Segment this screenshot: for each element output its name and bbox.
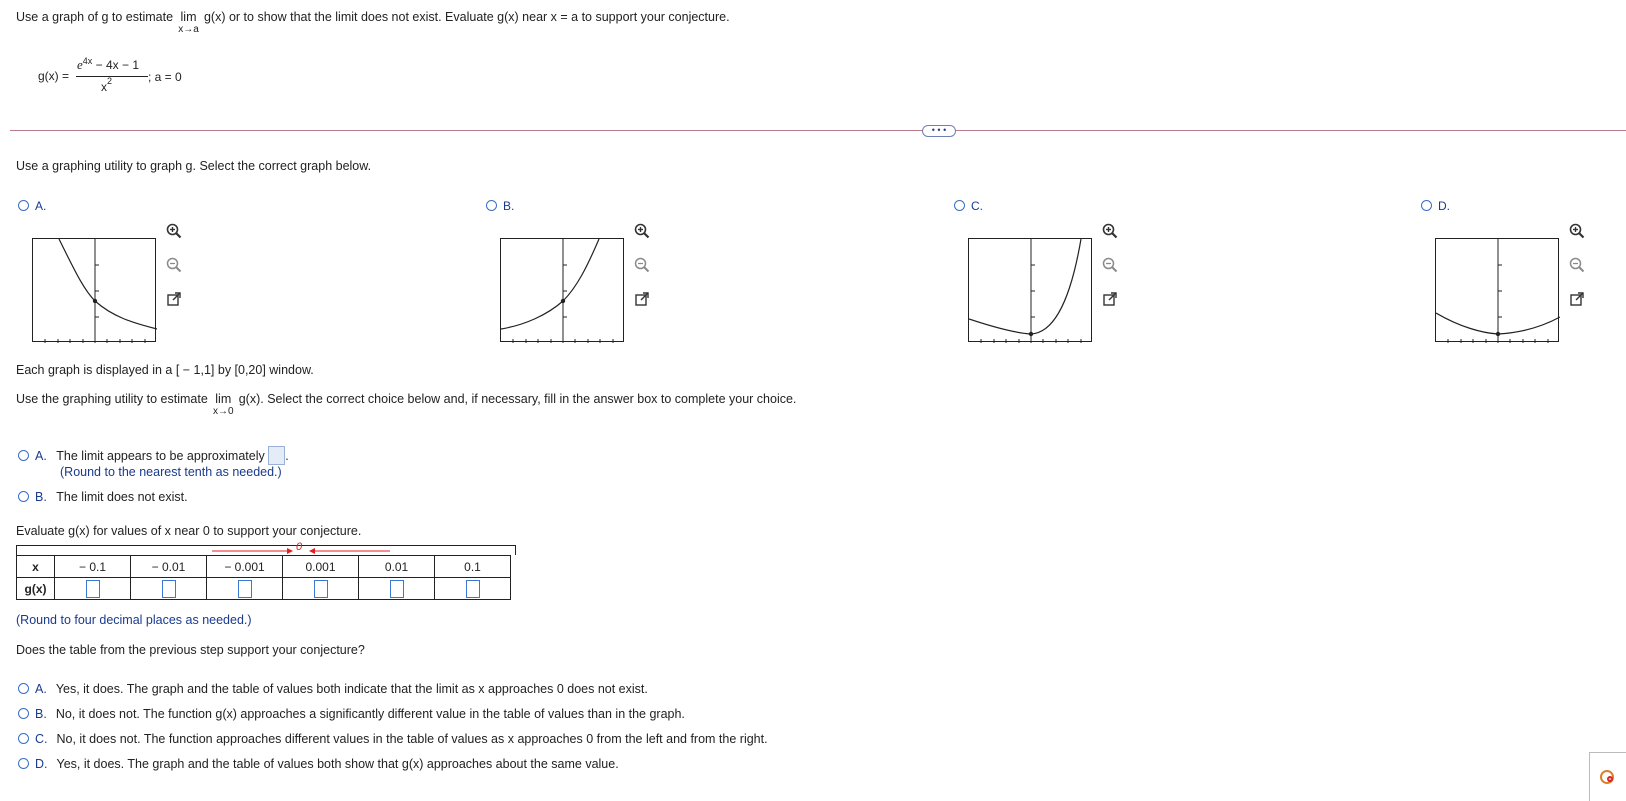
gx-input[interactable]	[390, 580, 404, 598]
problem-statement	[16, 10, 730, 35]
x-header: x	[17, 556, 55, 578]
graph-question: Use a graphing utility to graph g. Select the correct graph below.	[16, 159, 372, 173]
round-hint-tenth: (Round to the nearest tenth as needed.)	[60, 465, 282, 479]
estimate-instruction: Use the graphing utility to estimate lim x→0 g(x). Select the correct choice below and, if necessary, fill in the answer box to complete your choice.	[16, 392, 797, 417]
values-table	[16, 555, 511, 600]
radio-support-d[interactable]	[18, 758, 29, 769]
round-hint-four: (Round to four decimal places as needed.)	[16, 613, 252, 627]
support-choice-a[interactable]: A. Yes, it does. The graph and the table of values both indicate that the limit as x approaches 0 does not exist.	[18, 682, 648, 696]
zoom-in-icon[interactable]	[1101, 222, 1119, 240]
support-question: Does the table from the previous step support your conjecture?	[16, 643, 365, 657]
limit-choice-b[interactable]: B. The limit does not exist.	[18, 490, 188, 504]
radio-c[interactable]	[954, 200, 965, 211]
graph-d[interactable]	[1435, 238, 1559, 342]
fraction-bar	[76, 76, 148, 77]
popout-icon[interactable]	[1568, 290, 1586, 308]
arrow-zero-label: 0	[296, 541, 303, 553]
graph-option-c[interactable]: C.	[954, 199, 983, 213]
table-row-gx	[17, 578, 511, 600]
limit-notation: lim x→a	[178, 10, 199, 35]
expand-button[interactable]: • • •	[922, 125, 956, 137]
x-value: 0.01	[359, 556, 435, 578]
graph-option-b[interactable]: B.	[486, 199, 514, 213]
popout-icon[interactable]	[1101, 290, 1119, 308]
numerator: $e^{4x} - 4x - 1$	[77, 56, 140, 72]
support-choice-c[interactable]: C. No, it does not. The function approaches different values in the table of values as x approaches 0 from the left and from the right.	[18, 732, 768, 746]
radio-support-c[interactable]	[18, 733, 29, 744]
gx-input[interactable]	[238, 580, 252, 598]
radio-d[interactable]	[1421, 200, 1432, 211]
zoom-in-icon[interactable]	[1568, 222, 1586, 240]
graph-a[interactable]	[32, 238, 156, 342]
gx-input[interactable]	[86, 580, 100, 598]
radio-limit-a[interactable]	[18, 450, 29, 461]
limit-answer-input[interactable]	[268, 446, 285, 465]
zoom-out-icon[interactable]	[1568, 256, 1586, 274]
instruction-text-continued: g(x) or to show that the limit does not exist. Evaluate g(x) near x = a to support your conjecture.	[203, 10, 730, 24]
instruction-text: Use a graph of g to estimate	[16, 10, 174, 24]
radio-support-a[interactable]	[18, 683, 29, 694]
x-value: − 0.01	[131, 556, 207, 578]
section-divider	[10, 130, 1626, 131]
gx-input[interactable]	[466, 580, 480, 598]
gx-input[interactable]	[162, 580, 176, 598]
graph-option-a[interactable]: A.	[18, 199, 46, 213]
graph-b[interactable]	[500, 238, 624, 342]
zoom-out-icon[interactable]	[1101, 256, 1119, 274]
x-value: 0.1	[435, 556, 511, 578]
table-intro: Evaluate g(x) for values of x near 0 to support your conjecture.	[16, 524, 362, 538]
a-value: ; a = 0	[148, 70, 182, 84]
radio-limit-b[interactable]	[18, 491, 29, 502]
x-value: − 0.001	[207, 556, 283, 578]
radio-a[interactable]	[18, 200, 29, 211]
popout-icon[interactable]	[633, 290, 651, 308]
graph-c[interactable]	[968, 238, 1092, 342]
window-note: Each graph is displayed in a [ − 1,1] by [0,20] window.	[16, 363, 314, 377]
support-choice-b[interactable]: B. No, it does not. The function g(x) approaches a significantly different value in the table of values than in the graph.	[18, 707, 685, 721]
help-button[interactable]	[1589, 752, 1626, 801]
limit-choice-a[interactable]: A. The limit appears to be approximately .	[18, 446, 289, 465]
gx-header: g(x)	[17, 578, 55, 600]
table-arrow-row	[16, 541, 516, 555]
gx-label: g(x) =	[38, 69, 70, 83]
popout-icon[interactable]	[165, 290, 183, 308]
zoom-in-icon[interactable]	[633, 222, 651, 240]
support-choice-d[interactable]: D. Yes, it does. The graph and the table of values both show that g(x) approaches about the same value.	[18, 757, 619, 771]
x-value: − 0.1	[55, 556, 131, 578]
help-icon	[1598, 767, 1618, 787]
table-row-x	[17, 556, 511, 578]
denominator: $x^2$	[101, 76, 113, 94]
x-value: 0.001	[283, 556, 359, 578]
function-definition	[38, 56, 238, 100]
radio-support-b[interactable]	[18, 708, 29, 719]
zoom-in-icon[interactable]	[165, 222, 183, 240]
zoom-out-icon[interactable]	[165, 256, 183, 274]
zoom-out-icon[interactable]	[633, 256, 651, 274]
radio-b[interactable]	[486, 200, 497, 211]
limit-notation-x0: lim x→0	[212, 392, 234, 417]
graph-option-d[interactable]: D.	[1421, 199, 1450, 213]
gx-input[interactable]	[314, 580, 328, 598]
